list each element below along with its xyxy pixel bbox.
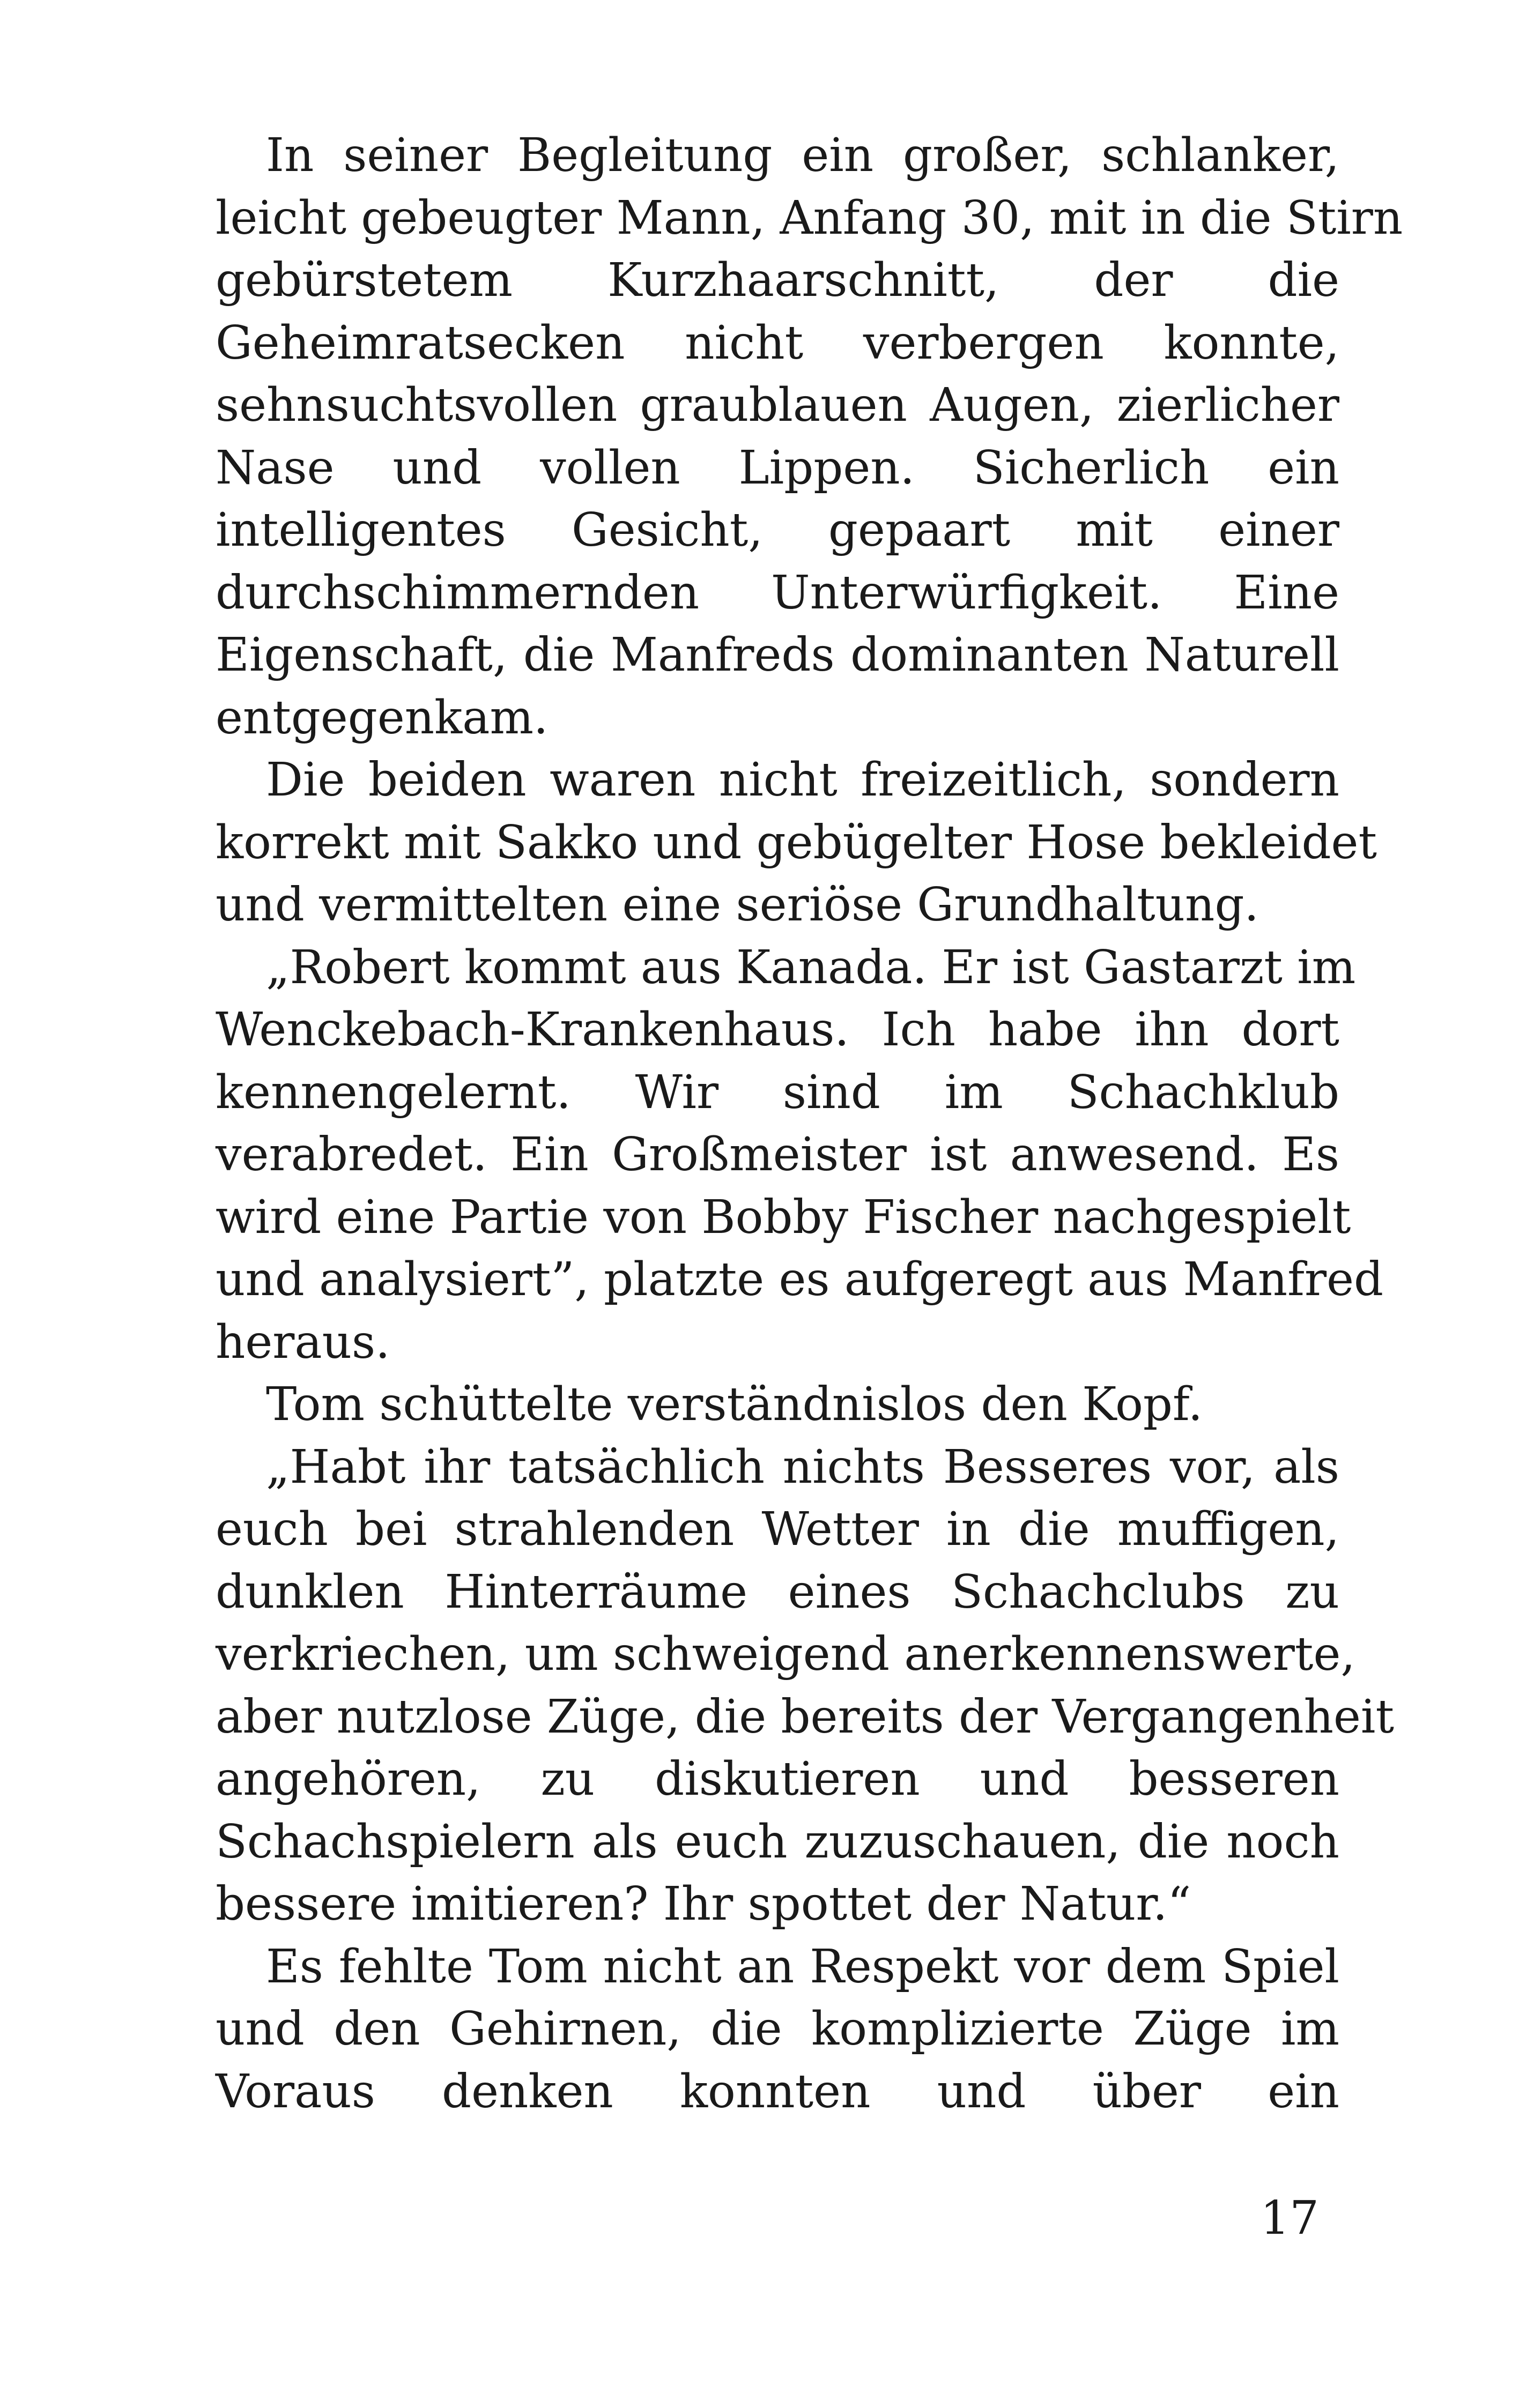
text-line: und den Gehirnen, die komplizierte Züge im <box>216 2002 1339 2056</box>
page-number: 17 <box>1260 2191 1319 2245</box>
text-line: verabredet. Ein Großmeister ist anwesend. Es <box>216 1128 1339 1181</box>
text-line: heraus. <box>216 1315 390 1369</box>
text-line: Eigenschaft, die Manfreds dominanten Naturell <box>216 628 1339 682</box>
text-line: durchschimmernden Unterwürfigkeit. Eine <box>216 566 1339 620</box>
text-line: sehnsuchtsvollen graublauen Augen, zierlicher <box>216 378 1339 432</box>
text-line: verkriechen, um schweigend anerkennenswerte, <box>216 1627 1355 1681</box>
text-line: Geheimratsecken nicht verbergen konnte, <box>216 316 1339 370</box>
text-line: dunklen Hinterräume eines Schachclubs zu <box>216 1565 1339 1619</box>
text-line: leicht gebeugter Mann, Anfang 30, mit in die Stirn <box>216 191 1403 245</box>
text-line: Die beiden waren nicht freizeitlich, sondern <box>266 753 1339 807</box>
paragraph <box>216 749 1377 937</box>
text-line: wird eine Partie von Bobby Fischer nachgespielt <box>216 1190 1351 1244</box>
text-line: euch bei strahlenden Wetter in die muffigen, <box>216 1503 1339 1556</box>
paragraph <box>216 937 1384 1374</box>
paragraph <box>216 1436 1394 1936</box>
text-line: Wenckebach-Krankenhaus. Ich habe ihn dort <box>216 1003 1339 1057</box>
text-line: Voraus denken konnten und über ein <box>216 2064 1339 2119</box>
text-line: und vermittelten eine seriöse Grundhaltung. <box>216 878 1259 932</box>
text-line: Tom schüttelte verständnislos den Kopf. <box>266 1378 1203 1431</box>
text-line: kennengelernt. Wir sind im Schachklub <box>216 1065 1339 1119</box>
text-line: „Robert kommt aus Kanada. Er ist Gastarzt im <box>266 940 1356 994</box>
body-text <box>216 124 1403 2123</box>
paragraph <box>216 1936 1339 2123</box>
text-line: und analysiert”, platzte es aufgeregt aus Manfred <box>216 1253 1384 1306</box>
text-line: korrekt mit Sakko und gebügelter Hose bekleidet <box>216 815 1377 869</box>
text-line: Schachspielern als euch zuzuschauen, die noch <box>216 1815 1339 1869</box>
paragraph <box>216 124 1403 749</box>
text-line: Nase und vollen Lippen. Sicherlich ein <box>216 441 1339 495</box>
text-line: intelligentes Gesicht, gepaart mit einer <box>216 503 1339 557</box>
text-line: „Habt ihr tatsächlich nichts Besseres vor, als <box>266 1440 1339 1494</box>
text-line: bessere imitieren? Ihr spottet der Natur.“ <box>216 1877 1191 1931</box>
text-line: Es fehlte Tom nicht an Respekt vor dem Spiel <box>266 1939 1339 1994</box>
text-line: In seiner Begleitung ein großer, schlanker, <box>266 129 1339 182</box>
text-line: angehören, zu diskutieren und besseren <box>216 1752 1339 1806</box>
text-line: entgegenkam. <box>216 690 549 745</box>
text-line: gebürstetem Kurzhaarschnitt, der die <box>216 254 1339 307</box>
text-line: aber nutzlose Züge, die bereits der Vergangenheit <box>216 1690 1394 1744</box>
paragraph <box>216 1373 1339 1436</box>
